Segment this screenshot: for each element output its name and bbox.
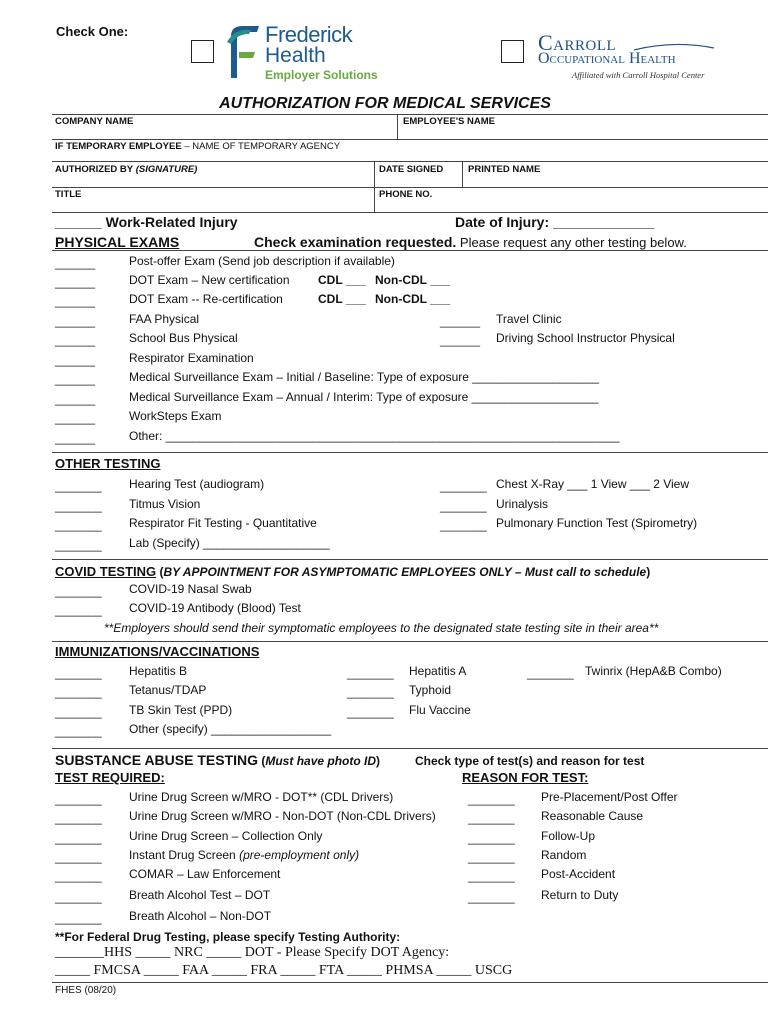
test-item: Urine Drug Screen w/MRO - Non-DOT (Non-CDL Drivers) xyxy=(129,809,436,823)
signature-text: (SIGNATURE) xyxy=(133,164,198,175)
printed-name-label: PRINTED NAME xyxy=(468,164,541,175)
physical-blank[interactable]: ______ xyxy=(55,392,96,406)
work-related-injury[interactable]: ______ Work-Related Injury xyxy=(55,214,238,230)
federal-line1[interactable]: _______HHS _____ NRC _____ DOT - Please Specify DOT Agency: xyxy=(55,945,450,960)
test-item: Urine Drug Screen w/MRO - DOT** (CDL Drivers) xyxy=(129,790,394,804)
immun-item: Hepatitis B xyxy=(129,664,188,678)
covid-paren-open: ( xyxy=(156,565,164,579)
covid-item: COVID-19 Nasal Swab xyxy=(129,582,252,596)
check-type-instruction: Check type of test(s) and reason for test xyxy=(415,754,645,768)
immun-item: Typhoid xyxy=(409,683,452,697)
test-blank[interactable]: _______ xyxy=(55,911,102,925)
reason-item: Random xyxy=(541,848,587,862)
immun-blank[interactable]: _______ xyxy=(55,666,102,680)
other-blank[interactable]: _______ xyxy=(440,479,487,493)
immun-blank[interactable]: _______ xyxy=(347,685,394,699)
other-blank[interactable]: _______ xyxy=(55,538,102,552)
test-item-instant xyxy=(129,848,359,862)
frederick-health-checkbox[interactable] xyxy=(191,40,214,63)
noncdl-option[interactable]: Non-CDL ___ xyxy=(375,292,451,306)
test-blank[interactable]: _______ xyxy=(55,850,102,864)
immun-blank[interactable]: _______ xyxy=(55,724,102,738)
occupational-health-text: Occupational Health xyxy=(538,50,676,67)
other-right-item: Urinalysis xyxy=(496,497,549,511)
physical-blank[interactable]: ______ xyxy=(55,411,96,425)
reason-item: Post-Accident xyxy=(541,867,616,881)
physical-item: Post-offer Exam (Send job description if available) xyxy=(129,254,395,268)
company-name-field[interactable] xyxy=(55,128,395,138)
check-one-label: Check One: xyxy=(56,24,129,39)
immun-item: Flu Vaccine xyxy=(409,703,471,717)
physical-exams-heading: PHYSICAL EXAMS xyxy=(55,234,180,250)
test-item: COMAR – Law Enforcement xyxy=(129,867,281,881)
other-item: Hearing Test (audiogram) xyxy=(129,477,265,491)
immun-blank[interactable]: _______ xyxy=(347,666,394,680)
physical-blank[interactable]: ______ xyxy=(55,372,96,386)
physical-item: WorkSteps Exam xyxy=(129,409,222,423)
federal-line2[interactable]: _____ FMCSA _____ FAA _____ FRA _____ FTA _____ PHMSA _____ USCG xyxy=(55,963,513,978)
other-blank[interactable]: _______ xyxy=(55,518,102,532)
other-testing-heading: OTHER TESTING xyxy=(55,456,161,471)
immunizations-heading: IMMUNIZATIONS/VACCINATIONS xyxy=(55,644,260,659)
frederick-text: Frederick xyxy=(265,22,353,47)
carroll-logo xyxy=(538,30,738,82)
frederick-health-logo xyxy=(225,22,385,84)
covid-paren-close: ) xyxy=(646,565,651,579)
photo-id-note: Must have photo ID xyxy=(265,754,377,768)
substance-heading-row xyxy=(55,752,380,768)
test-item: Breath Alcohol Test – DOT xyxy=(129,888,271,902)
frederick-logo-icon xyxy=(225,22,263,82)
cdl-option[interactable]: CDL ___ xyxy=(318,273,366,287)
immun-blank[interactable]: _______ xyxy=(55,685,102,699)
immun-blank[interactable]: _______ xyxy=(55,705,102,719)
reason-blank[interactable]: _______ xyxy=(468,890,515,904)
form-code: FHES (08/20) xyxy=(55,985,117,996)
immun-blank[interactable]: _______ xyxy=(527,666,574,680)
covid-note: BY APPOINTMENT FOR ASYMPTOMATIC EMPLOYEES ONLY – Must call to schedule xyxy=(163,565,647,579)
physical-blank[interactable]: ______ xyxy=(55,294,96,308)
other-item: Titmus Vision xyxy=(129,497,201,511)
test-blank[interactable]: _______ xyxy=(55,811,102,825)
phone-label: PHONE NO. xyxy=(379,189,433,200)
other-blank[interactable]: _______ xyxy=(55,479,102,493)
carroll-affiliation: Affiliated with Carroll Hospital Center xyxy=(572,70,705,80)
physical-blank[interactable]: ______ xyxy=(55,431,96,445)
temp-rest: – NAME OF TEMPORARY AGENCY xyxy=(181,141,341,152)
date-signed-label: DATE SIGNED xyxy=(379,164,444,175)
photo-paren-close: ) xyxy=(376,754,381,768)
reason-blank[interactable]: _______ xyxy=(468,811,515,825)
reason-blank[interactable]: _______ xyxy=(468,869,515,883)
physical-item: Other: ____________________________________________________________________ xyxy=(129,429,620,443)
reason-item: Pre-Placement/Post Offer xyxy=(541,790,678,804)
instant-drug-screen: Instant Drug Screen xyxy=(129,848,236,862)
covid-footnote: **Employers should send their symptomatic employees to the designated state testing site in their area** xyxy=(104,621,659,635)
physical-blank[interactable]: ______ xyxy=(55,256,96,270)
carroll-text: Carroll xyxy=(538,30,617,55)
test-item: Urine Drug Screen – Collection Only xyxy=(129,829,323,843)
immun-item: Twinrix (HepA&B Combo) xyxy=(585,664,722,678)
title-field[interactable] xyxy=(55,201,371,210)
reason-item: Return to Duty xyxy=(541,888,619,902)
reason-blank[interactable]: _______ xyxy=(468,850,515,864)
federal-heading: **For Federal Drug Testing, please specify Testing Authority: xyxy=(55,930,401,944)
other-blank[interactable]: _______ xyxy=(55,499,102,513)
physical-item: Medical Surveillance Exam – Initial / Baseline: Type of exposure ___________________ xyxy=(129,370,600,384)
signature-field[interactable] xyxy=(55,176,371,185)
physical-item: FAA Physical xyxy=(129,312,200,326)
covid-item: COVID-19 Antibody (Blood) Test xyxy=(129,601,301,615)
form-title: AUTHORIZATION FOR MEDICAL SERVICES xyxy=(219,95,551,112)
phone-field[interactable] xyxy=(377,201,765,210)
physical-item: Medical Surveillance Exam – Annual / Interim: Type of exposure ___________________ xyxy=(129,390,599,404)
other-blank[interactable]: _______ xyxy=(440,518,487,532)
temporary-agency-label xyxy=(55,141,340,152)
employer-solutions-text: Employer Solutions xyxy=(265,68,378,82)
company-name-label: COMPANY NAME xyxy=(55,116,134,127)
covid-heading: COVID TESTING xyxy=(55,564,157,579)
other-item: Lab (Specify) ___________________ xyxy=(129,536,330,550)
substance-heading: SUBSTANCE ABUSE TESTING xyxy=(55,752,259,768)
physical-blank[interactable]: ______ xyxy=(440,314,481,328)
physical-item: DOT Exam -- Re-certification xyxy=(129,292,283,306)
physical-blank[interactable]: ______ xyxy=(55,353,96,367)
immun-blank[interactable]: _______ xyxy=(347,705,394,719)
check-exam-bold: Check examination requested. xyxy=(254,234,457,250)
other-blank[interactable]: _______ xyxy=(440,499,487,513)
employee-name-label: EMPLOYEE'S NAME xyxy=(403,116,495,127)
physical-right-item: Driving School Instructor Physical xyxy=(496,331,675,345)
physical-item: DOT Exam – New certification xyxy=(129,273,290,287)
printed-name-field[interactable] xyxy=(465,176,765,185)
physical-blank[interactable]: ______ xyxy=(55,314,96,328)
covid-blank[interactable]: _______ xyxy=(55,584,102,598)
immun-item: Hepatitis A xyxy=(409,664,467,678)
temporary-agency-field[interactable] xyxy=(55,152,765,160)
noncdl-option[interactable]: Non-CDL ___ xyxy=(375,273,451,287)
reason-item: Follow-Up xyxy=(541,829,596,843)
instant-note: (pre-employment only) xyxy=(235,848,360,862)
immun-item: Other (specify) __________________ xyxy=(129,722,332,736)
other-right-item: Pulmonary Function Test (Spirometry) xyxy=(496,516,698,530)
authorized-by-label xyxy=(55,164,197,175)
photo-paren-open: ( xyxy=(258,754,266,768)
temp-bold: IF TEMPORARY EMPLOYEE xyxy=(55,141,182,152)
physical-item: Respirator Examination xyxy=(129,351,254,365)
test-blank[interactable]: _______ xyxy=(55,869,102,883)
immun-item: Tetanus/TDAP xyxy=(129,683,207,697)
covid-heading-row xyxy=(55,564,650,579)
physical-blank[interactable]: ______ xyxy=(55,275,96,289)
check-exam-instruction xyxy=(254,234,687,250)
test-blank[interactable]: _______ xyxy=(55,831,102,845)
covid-blank[interactable]: _______ xyxy=(55,603,102,617)
other-right-item: Chest X-Ray ___ 1 View ___ 2 View xyxy=(496,477,690,491)
title-label: TITLE xyxy=(55,189,82,200)
reason-item: Reasonable Cause xyxy=(541,809,644,823)
test-blank[interactable]: _______ xyxy=(55,792,102,806)
other-item: Respirator Fit Testing - Quantitative xyxy=(129,516,317,530)
test-blank[interactable]: _______ xyxy=(55,890,102,904)
health-text: Health xyxy=(265,44,326,67)
reason-for-test-heading: REASON FOR TEST: xyxy=(462,770,589,785)
carroll-checkbox[interactable] xyxy=(501,40,524,63)
test-required-heading: TEST REQUIRED: xyxy=(55,770,165,785)
physical-right-item: Travel Clinic xyxy=(496,312,562,326)
cdl-option[interactable]: CDL ___ xyxy=(318,292,366,306)
authorized-by-text: AUTHORIZED BY xyxy=(55,164,134,175)
physical-blank[interactable]: ______ xyxy=(440,333,481,347)
reason-blank[interactable]: _______ xyxy=(468,831,515,845)
test-item: Breath Alcohol – Non-DOT xyxy=(129,909,272,923)
immun-item: TB Skin Test (PPD) xyxy=(129,703,233,717)
physical-blank[interactable]: ______ xyxy=(55,333,96,347)
date-of-injury[interactable]: Date of Injury: _____________ xyxy=(455,214,655,230)
physical-item: School Bus Physical xyxy=(129,331,238,345)
date-signed-field[interactable] xyxy=(377,176,459,185)
employee-name-field[interactable] xyxy=(400,128,766,138)
check-exam-rest: Please request any other testing below. xyxy=(456,235,687,250)
reason-blank[interactable]: _______ xyxy=(468,792,515,806)
